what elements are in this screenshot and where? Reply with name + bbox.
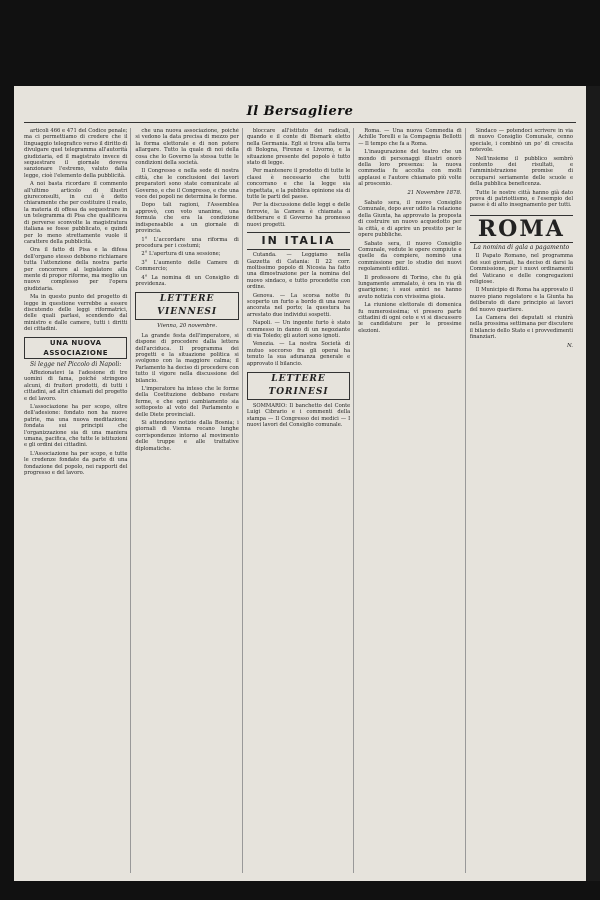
- masthead-title: Il Bersagliere: [246, 104, 354, 119]
- column-4: [358, 128, 465, 873]
- paragraph: Cutanda. — Leggiamo nella Gazzetta di Catania: Il 22 corr. moltissimo popolo di Nicosia ha fatto una dimostrazione per la nomina del nuovo sindaco, e tutto procedette con ordine.: [246, 252, 351, 291]
- paragraph: Per la discussione delle leggi e delle ferrovie, la Camera è chiamata a deliberare e il Governo ha promesso nuovi progetti.: [246, 202, 351, 228]
- paragraph: bloccare all'istituto dei radicali, quando e il conte di Bismark eletto nella Germania. Egli si trova alla terra di Bologna, Firenze e Livorno, e la situazione presente del popolo è tutto stato di legge.: [246, 128, 351, 167]
- column-1: [24, 128, 131, 873]
- paragraph: Roma. — Una nuova Commedia di Achille Torelli e la Compagnia Bellotti — Il tempo che fa a Roma.: [358, 128, 462, 147]
- paragraph: Venezia. — La nostra Società di mutuo soccorso fra gli operai ha tenuto la sua adunanza generale e approvato il bilancio.: [246, 341, 351, 367]
- dateline: 21 Novembre 1878.: [407, 189, 462, 196]
- paragraph: L'Associazione ha per scopo, e tutte le credenze fondate da parte di una fondazione del popolo, nei rapporti del progresso e del lavoro.: [24, 450, 128, 477]
- paragraph: Si attendono notizie dalla Bosnia; i giornali di Vienna recano lunghe corrispondenze intorno al movimento delle truppe e alle trattative diplomatiche.: [135, 420, 239, 452]
- paragraph: Genova. — La scorsa notte fu scoperto un furto a bordo di una nave ancorata nel porto; la questura ha arrestato due individui sospetti.: [246, 292, 351, 318]
- paragraph: Sabato sera, il nuovo Consiglio Comunale, vedute le opere compiute e quelle da compiere, nominò una commissione per lo studio dei nuovi regolamenti edilizi.: [358, 240, 462, 273]
- section-title-box: LETTERE VIENNESI: [135, 292, 238, 320]
- paragraph: Sindaco — potendoci scrivere in via di nuovo Consiglio Comunale, cenno speciale, i combinò un po' di crescita notevole.: [469, 128, 574, 154]
- paragraph: SOMMARIO: Il banchetto del Conte Luigi Cibrario e i commenti della stampa — Il Congresso dei medici — I nuovi lavori del Consiglio comunale.: [246, 403, 351, 429]
- paragraph: Affezionatevi la l'adesione di tre uomini di fama, poiché stringono alcuni, di fruitori prodotti, di tutti i cittadini, ad altri chiamati del progetto e del lavoro.: [24, 370, 128, 402]
- section-heading-large: ROMA: [470, 215, 573, 243]
- paragraph: L'inaugurazione del teatro che un mondo di personaggi illustri onorò della loro presenza: la nuova commedia fu accolta con molti applausi e l'autore chiamato più volte al proscenio.: [358, 149, 462, 188]
- paragraph: La riunione elettorale di domenica fu numerosissima; vi presero parte cittadini di ogni ceto e vi si discussero le candidature per le prossime elezioni.: [358, 302, 462, 334]
- paragraph: La Camera dei deputati si riunirà nella prossima settimana per discutere il bilancio dello Stato e i provvedimenti finanziari.: [469, 314, 574, 341]
- columns: [24, 128, 576, 873]
- paragraph: Per mantenere il prodotto di tutte le classi è necessario che tutti concorrano e che la legge sia rispettata, e la pubblica opinione sia di tutte le parti del paese.: [246, 168, 351, 201]
- list-item: 2° L'apertura di una sessione;: [141, 251, 221, 258]
- page-edge-shadow: [586, 86, 600, 881]
- paragraph: La grande festa dell'imperatore, si dispone di procedere dalla lettera dell'arciduca. Il programma dei progetti e la situazione politica si svolgono con la maggiore calma; il Parlamento ha deciso di procedere con tutto il vigore nella discussione del bilancio.: [135, 332, 239, 384]
- paragraph: Dopo tali ragioni, l'Assemblea approvò, con voto unanime, una formula che era la condizione indispensabile a un giornale di provincia.: [135, 202, 239, 235]
- newspaper-page: [14, 86, 586, 881]
- column-5: [470, 128, 576, 873]
- column-2: [135, 128, 242, 873]
- list-item: 3° L'aumento delle Camere di Commercio;: [135, 259, 239, 273]
- paragraph: che una nuova associazione, poiché si vedono la data precisa di mezzo per la forma elettorale e di non potere allargare. Tutto la quale di noi della cosa che lo Governo la stessa tutte le condizioni della società.: [135, 128, 239, 167]
- paragraph: Sabato sera, il nuovo Consiglio Comunale, dopo aver udito la relazione della Giunta, ha approvato la proposta di costruire un nuovo acquedotto per la città, e di aprire un prestito per le opere pubbliche.: [358, 200, 462, 239]
- paragraph: articoli 466 e 471 del Codice penale; ma ci permettiamo di credere che il linguaggio telegrafico verso il diritto di divulgare quel telegramma all'autorità giudiziaria, ed il magistrato invece di sequestrare il giornale doveva sanzionare l'estremo, valuto dalla legge, cioè l'elemento della pubblicità.: [24, 128, 128, 179]
- paragraph: Nell'insieme il pubblico sembrò contento dei risultati, e l'amministrazione promise di occuparsi seriamente delle scuole e della pubblica beneficenza.: [469, 155, 574, 188]
- section-heading: IN ITALIA: [247, 232, 350, 250]
- list-item: 4° La nomina di un Consiglio di previdenza.: [135, 274, 239, 287]
- section-subtitle: Si legge nel Piccolo di Napoli:: [30, 360, 122, 368]
- paragraph: L'associazione ha per scopo, oltre dell'adesione: fondato non ha nuove patrie, ma una nuova meditazione; fondata sui principii che l'organizzazione sia di una maniera umana, pacifica, che tutte le istituzioni e gli ordini dei cittadini.: [24, 404, 128, 449]
- section-subtitle: La nomina di gala a pagamento: [473, 243, 570, 251]
- column-3: [247, 128, 354, 873]
- paragraph: Il Congresso e nella sede di nostra città, che le conclusioni dei lavori preparatori sono state comunicate al Governo, e che il Congresso, e che una voce dei popoli ne determina le forme.: [135, 168, 239, 201]
- dateline: Vienna, 20 novembre.: [157, 323, 218, 330]
- signature: N.: [566, 342, 574, 349]
- masthead-rule: [24, 122, 576, 123]
- paragraph: A noi basta ricordare il commento all'ultimo articolo di illustri giureconsulti, in cui è detto chiaramente che per costituire il reato, la materia di offesa da sequestrare in un telegramma di Pisa che qualificava di perverse sconvolte la magistratura italiana se fosse pubblicato, e quindi per lo meno strettamente vuole il carattere della pubblicità.: [24, 181, 128, 245]
- masthead: [14, 100, 586, 120]
- paragraph: Il Papato Romano, nel programma dei suoi giornali, ha deciso di darsi la Commissione, per i nuovi ordinamenti del Vaticano e delle congregazioni religiose.: [469, 253, 574, 285]
- section-title-box: UNA NUOVA ASSOCIAZIONE: [24, 337, 127, 359]
- paragraph: Ora il fatto di Pisa e la difesa dell'organo stesso debbono richiamare tutta l'attenzione della nostra parte per concorrere al legislatore alla mente di propor riforme, ma meglio un nuovo complesso per l'opera giudiziaria.: [24, 247, 128, 292]
- list-item: 1° L'accordare una riforma di procedura per i costumi;: [135, 236, 239, 249]
- paragraph: Il professore di Torino, che fu già lungamente ammalato, è ora in via di guarigione; i suoi amici ne hanno avuto notizia con vivissima gioia.: [358, 274, 462, 300]
- section-title-box: LETTERE TORINESI: [247, 372, 350, 400]
- paragraph: Napoli. — Un ingente furto è stato commesso in danno di un negoziante di via Toledo; gli autori sono ignoti.: [246, 320, 351, 339]
- paragraph: Tutte le nostre città hanno già dato prova di patriottismo, e l'esempio del paese è di alto insegnamento per tutti.: [469, 189, 574, 209]
- paragraph: Il Municipio di Roma ha approvato il nuovo piano regolatore e la Giunta ha deliberato di dare principio ai lavori del nuovo quartiere.: [469, 287, 574, 313]
- paragraph: Ma in questo punto del progetto di legge in questione verrebbe a essere discutendo delle leggi riformatrici, delle quali parlasi, scendendo dal ministro e dalle camere, tutti i diritti dei cittadini.: [24, 294, 128, 333]
- paragraph: L'imperatore ha inteso che le forme della Costituzione debbano restare ferme, e che ogni cambiamento sia sottoposto al voto del Parlamento e delle Diete provinciali.: [135, 386, 239, 418]
